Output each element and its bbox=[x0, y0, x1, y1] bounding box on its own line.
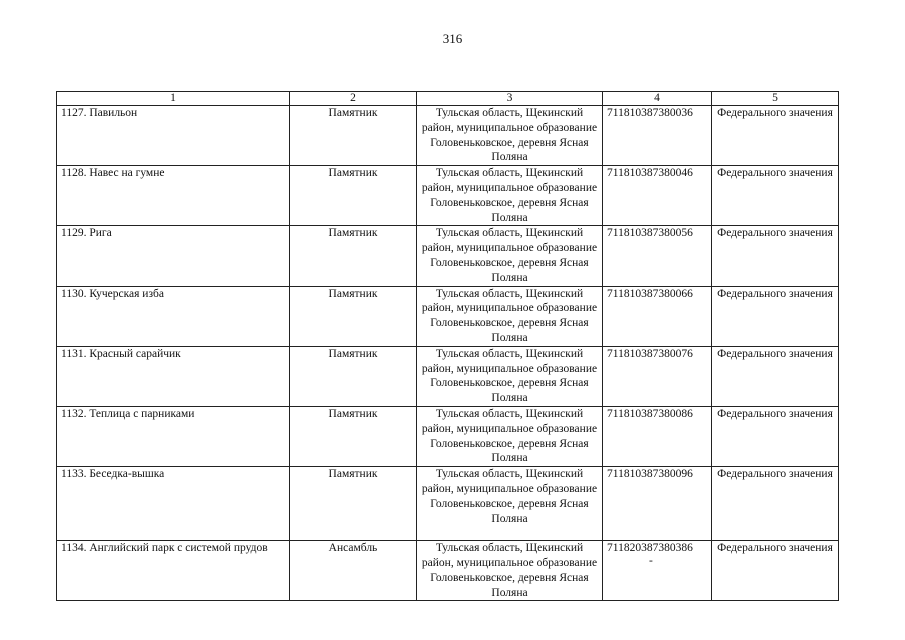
significance-category: Федерального значения bbox=[712, 226, 839, 286]
object-name: 1130. Кучерская изба bbox=[57, 286, 290, 346]
heritage-registry-table bbox=[56, 91, 839, 601]
registration-number: 711810387380076 bbox=[603, 346, 712, 406]
registration-number bbox=[603, 541, 712, 601]
object-address: Тульская область, Щекинский район, муниципальное образование Головеньковское, деревня Ясная Поляна bbox=[417, 226, 603, 286]
table-row bbox=[57, 467, 839, 541]
registration-number: 711810387380096 bbox=[603, 467, 712, 541]
column-header-1: 1 bbox=[57, 92, 290, 106]
column-header-4: 4 bbox=[603, 92, 712, 106]
object-address: Тульская область, Щекинский район, муниципальное образование Головеньковское, деревня Ясная Поляна bbox=[417, 106, 603, 166]
significance-category: Федерального значения bbox=[712, 541, 839, 601]
table-row bbox=[57, 286, 839, 346]
page-number: 316 bbox=[442, 31, 463, 46]
registration-mark: - bbox=[649, 554, 653, 567]
significance-category: Федерального значения bbox=[712, 166, 839, 226]
object-name: 1129. Рига bbox=[57, 226, 290, 286]
column-header-3: 3 bbox=[417, 92, 603, 106]
object-name: 1132. Теплица с парниками bbox=[57, 406, 290, 466]
registration-number: 711810387380036 bbox=[603, 106, 712, 166]
significance-category: Федерального значения bbox=[712, 346, 839, 406]
registration-number: 711810387380086 bbox=[603, 406, 712, 466]
table-row bbox=[57, 541, 839, 601]
registration-number: 711810387380056 bbox=[603, 226, 712, 286]
object-address: Тульская область, Щекинский район, муниципальное образование Головеньковское, деревня Ясная Поляна bbox=[417, 541, 603, 601]
object-address: Тульская область, Щекинский район, муниципальное образование Головеньковское, деревня Ясная Поляна bbox=[417, 406, 603, 466]
column-header-2: 2 bbox=[290, 92, 417, 106]
object-type: Памятник bbox=[290, 226, 417, 286]
table-row bbox=[57, 106, 839, 166]
object-type: Памятник bbox=[290, 346, 417, 406]
object-address: Тульская область, Щекинский район, муниципальное образование Головеньковское, деревня Ясная Поляна bbox=[417, 467, 603, 541]
object-type: Памятник bbox=[290, 286, 417, 346]
table-row bbox=[57, 346, 839, 406]
header-row bbox=[57, 92, 839, 106]
object-type: Ансамбль bbox=[290, 541, 417, 601]
table-row bbox=[57, 226, 839, 286]
table-row bbox=[57, 406, 839, 466]
object-type: Памятник bbox=[290, 467, 417, 541]
object-address: Тульская область, Щекинский район, муниципальное образование Головеньковское, деревня Ясная Поляна bbox=[417, 166, 603, 226]
registration-number-value: 711820387380386 bbox=[607, 542, 693, 555]
registration-number: 711810387380066 bbox=[603, 286, 712, 346]
object-name: 1134. Английский парк с системой прудов bbox=[57, 541, 290, 601]
significance-category: Федерального значения bbox=[712, 106, 839, 166]
object-address: Тульская область, Щекинский район, муниципальное образование Головеньковское, деревня Ясная Поляна bbox=[417, 286, 603, 346]
object-name: 1127. Павильон bbox=[57, 106, 290, 166]
registration-number: 711810387380046 bbox=[603, 166, 712, 226]
significance-category: Федерального значения bbox=[712, 467, 839, 541]
object-type: Памятник bbox=[290, 106, 417, 166]
object-type: Памятник bbox=[290, 406, 417, 466]
object-type: Памятник bbox=[290, 166, 417, 226]
object-address: Тульская область, Щекинский район, муниципальное образование Головеньковское, деревня Ясная Поляна bbox=[417, 346, 603, 406]
object-name: 1128. Навес на гумне bbox=[57, 166, 290, 226]
significance-category: Федерального значения bbox=[712, 406, 839, 466]
table-row bbox=[57, 166, 839, 226]
object-name: 1133. Беседка-вышка bbox=[57, 467, 290, 541]
object-name: 1131. Красный сарайчик bbox=[57, 346, 290, 406]
column-header-5: 5 bbox=[712, 92, 839, 106]
significance-category: Федерального значения bbox=[712, 286, 839, 346]
